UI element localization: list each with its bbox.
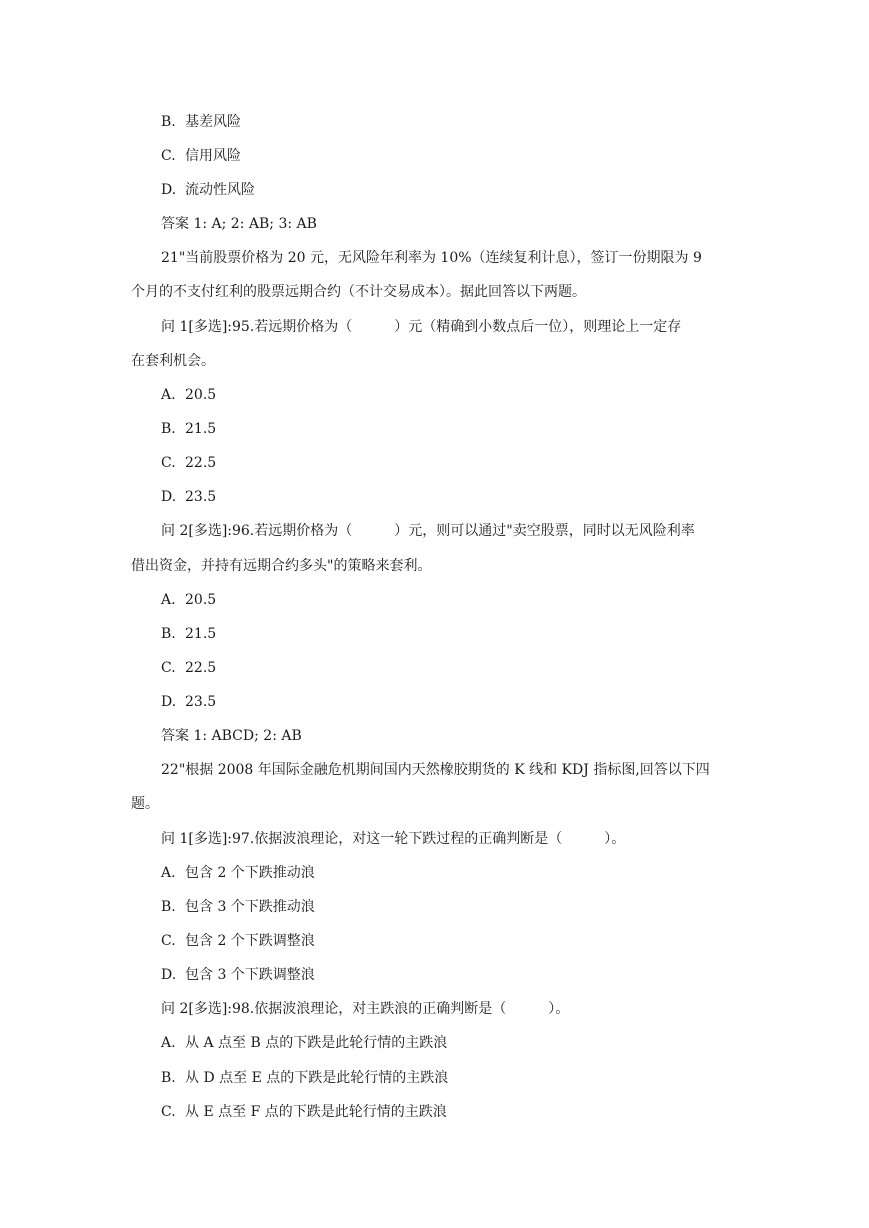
option-b [161,897,315,917]
option-a [161,385,216,405]
option-letter: C. [161,933,176,949]
sub-question-cont: 借出资金，并持有远期合约多头"的策略来套利。 [131,558,432,574]
sub-question-cont: 在套利机会。 [131,353,215,369]
option-a [161,590,216,610]
option-letter: B. [161,1070,176,1086]
option-text: 23.5 [185,694,217,710]
option-b [161,624,216,644]
option-d [161,692,216,712]
option-letter: B. [161,899,176,915]
option-c [161,453,216,473]
question-stem-cont: 个月的不支付红利的股票远期合约（不计交易成本）。据此回答以下两题。 [131,284,586,300]
sub-question: 问 2[多选]:98.依据波浪理论，对主跌浪的正确判断是（ ）。 [161,1001,570,1017]
question-stem: 22"根据 2008 年国际金融危机期间国内天然橡胶期货的 K 线和 KDJ 指标图,回答以下四 [161,762,710,778]
option-letter: D. [161,694,177,710]
option-d [161,180,255,200]
option-letter: D. [161,967,177,983]
option-letter: D. [161,182,177,198]
option-b [161,112,241,132]
option-letter: A. [161,592,176,608]
option-text: 从 A 点至 B 点的下跌是此轮行情的主跌浪 [185,1035,448,1051]
option-b [161,419,216,439]
option-c [161,1102,447,1122]
option-letter: B. [161,421,176,437]
option-text: 包含 3 个下跌推动浪 [185,899,315,915]
option-text: 包含 2 个下跌推动浪 [185,865,315,881]
option-text: 22.5 [185,660,217,676]
option-letter: B. [161,626,176,642]
answer-line: 答案 1: A; 2: AB; 3: AB [161,216,317,232]
option-text: 21.5 [185,421,217,437]
option-letter: B. [161,114,176,130]
option-text: 21.5 [185,626,217,642]
option-letter: C. [161,660,176,676]
answer-line: 答案 1: ABCD; 2: AB [161,728,302,744]
option-text: 包含 3 个下跌调整浪 [185,967,315,983]
option-text: 信用风险 [185,148,241,164]
option-d [161,965,315,985]
option-letter: C. [161,148,176,164]
option-text: 基差风险 [185,114,241,130]
option-text: 20.5 [185,592,217,608]
question-stem: 21"当前股票价格为 20 元，无风险年利率为 10%（连续复利计息），签订一份期限为 9 [161,250,702,266]
option-c [161,931,315,951]
sub-question: 问 1[多选]:97.依据波浪理论，对这一轮下跌过程的正确判断是（ ）。 [161,831,626,847]
option-a [161,863,315,883]
sub-question: 问 1[多选]:95.若远期价格为（ ）元（精确到小数点后一位），则理论上一定存 [161,319,682,335]
option-letter: A. [161,865,176,881]
option-text: 从 D 点至 E 点的下跌是此轮行情的主跌浪 [185,1070,449,1086]
option-letter: D. [161,489,177,505]
option-text: 23.5 [185,489,217,505]
option-a [161,1033,447,1053]
option-letter: A. [161,1035,176,1051]
option-letter: C. [161,1104,176,1120]
option-text: 20.5 [185,387,217,403]
option-text: 流动性风险 [185,182,255,198]
option-letter: A. [161,387,176,403]
option-c [161,146,241,166]
option-b [161,1068,448,1088]
option-c [161,658,216,678]
option-text: 包含 2 个下跌调整浪 [185,933,315,949]
option-text: 22.5 [185,455,217,471]
option-d [161,487,216,507]
question-stem-cont: 题。 [131,796,159,812]
option-text: 从 E 点至 F 点的下跌是此轮行情的主跌浪 [185,1104,447,1120]
option-letter: C. [161,455,176,471]
sub-question: 问 2[多选]:96.若远期价格为（ ）元，则可以通过"卖空股票，同时以无风险利率 [161,523,695,539]
